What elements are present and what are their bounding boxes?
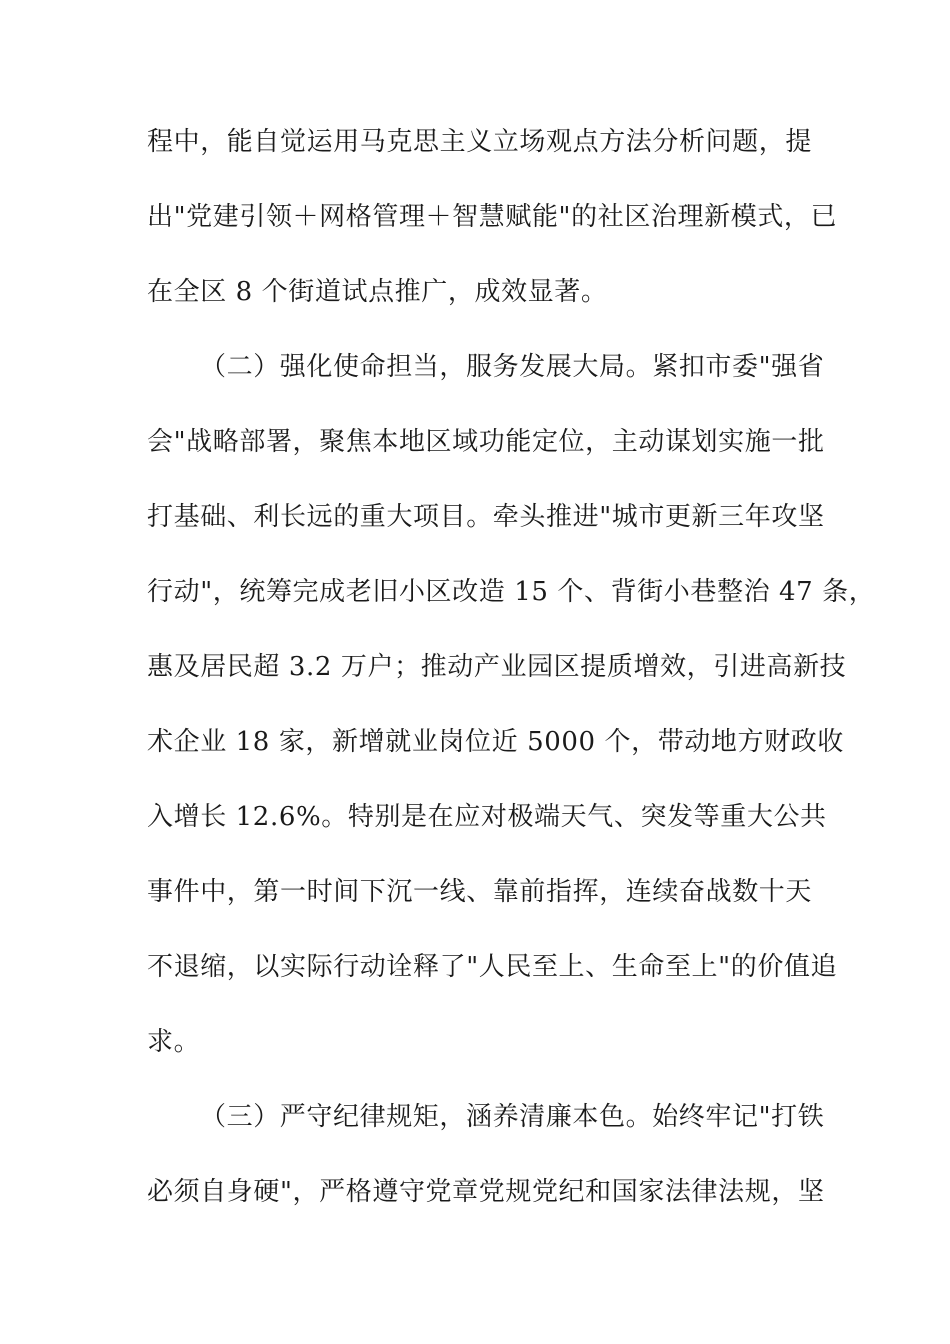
text-line: 求。 <box>147 1027 201 1057</box>
text-line: 在全区 8 个街道试点推广，成效显著。 <box>147 277 608 307</box>
text-line: 会"战略部署，聚焦本地区域功能定位，主动谋划实施一批 <box>147 427 825 457</box>
text-line: 出"党建引领＋网格管理＋智慧赋能"的社区治理新模式，已 <box>147 202 838 232</box>
text-line: 事件中，第一时间下沉一线、靠前指挥，连续奋战数十天 <box>147 877 813 907</box>
text-line: 术企业 18 家，新增就业岗位近 5000 个，带动地方财政收 <box>147 727 844 757</box>
text-line: 行动"，统筹完成老旧小区改造 15 个、背街小巷整治 47 条， <box>147 577 876 607</box>
text-line: 不退缩，以实际行动诠释了"人民至上、生命至上"的价值追 <box>147 952 838 982</box>
paragraph-start-line: （三）严守纪律规矩，涵养清廉本色。始终牢记"打铁 <box>200 1102 825 1132</box>
text-line: 惠及居民超 3.2 万户；推动产业园区提质增效，引进高新技 <box>147 652 847 682</box>
text-line: 必须自身硬"，严格遵守党章党规党纪和国家法律法规，坚 <box>147 1177 825 1207</box>
text-line: 入增长 12.6%。特别是在应对极端天气、突发等重大公共 <box>147 802 827 832</box>
text-line: 程中，能自觉运用马克思主义立场观点方法分析问题，提 <box>147 127 813 157</box>
paragraph-start-line: （二）强化使命担当，服务发展大局。紧扣市委"强省 <box>200 352 825 382</box>
text-line: 打基础、利长远的重大项目。牵头推进"城市更新三年攻坚 <box>147 502 825 532</box>
